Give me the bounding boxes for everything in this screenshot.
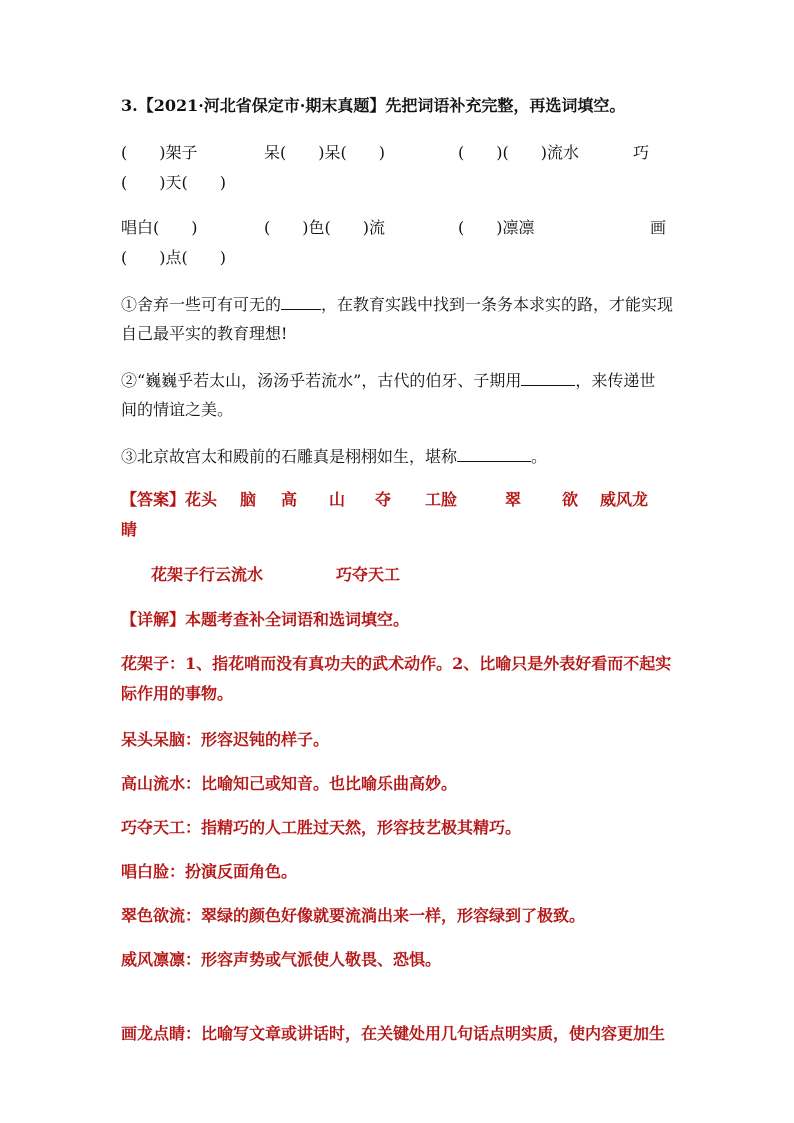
- answer-fill-2: 巧夺天工: [336, 565, 401, 584]
- answer-item: 工脸: [425, 490, 458, 509]
- detail-entry: 威风凛凛：形容声势或气派使人敬畏、恐惧。: [121, 950, 442, 969]
- word-blank-3: ( )( )流水: [458, 143, 579, 162]
- detail-entry: 呆头呆脑：形容迟钝的样子。: [121, 730, 330, 749]
- word-blank-8: 画: [650, 218, 667, 237]
- detail-entry-cont: 际作用的事物。: [121, 684, 234, 703]
- fill-blank: [457, 446, 531, 462]
- word-blank-1: ( )架子: [121, 143, 198, 162]
- word-blank-4-cont: ( )天( ): [121, 173, 226, 192]
- sentence-3: ③北京故宫太和殿前的石雕真是栩栩如生，堪称 。: [121, 447, 548, 466]
- word-blank-2: 呆( )呆( ): [264, 143, 385, 162]
- answer-item: 脑: [240, 490, 257, 509]
- answer-item: 翠: [505, 490, 522, 509]
- sentence-2-cont: 间的情谊之美。: [121, 400, 234, 419]
- sentence-1-cont: 自己最平实的教育理想!: [121, 324, 288, 343]
- answer-item: 花头: [185, 490, 218, 509]
- detail-entry: 翠色欲流：翠绿的颜色好像就要流淌出来一样，形容绿到了极致。: [121, 906, 586, 925]
- detail-intro: 本题考查补全词语和选词填空。: [185, 610, 410, 629]
- detail-entry: 高山流水：比喻知己或知音。也比喻乐曲高妙。: [121, 774, 458, 793]
- word-blank-7: ( )凛凛: [458, 218, 535, 237]
- answer-item: 欲: [562, 490, 579, 509]
- detail-entry: 画龙点睛：比喻写文章或讲话时，在关键处用几句话点明实质，使内容更加生: [121, 1024, 666, 1043]
- detail-heading: [121, 610, 409, 630]
- sentence-1: ①舍弃一些可有可无的 ，在教育实践中找到一条务本求实的路，才能实现: [121, 295, 674, 314]
- sentence-2: ②“巍巍乎若太山，汤汤乎若流水”，古代的伯牙、子期用 ，来传递世: [121, 371, 656, 390]
- answer-fill-1: 花架子行云流水: [151, 565, 264, 584]
- answer-item-wrap: 睛: [121, 520, 138, 539]
- answer-item: 山: [329, 490, 346, 509]
- word-blank-6: ( )色( )流: [264, 218, 385, 237]
- detail-entry: 巧夺天工：指精巧的人工胜过天然，形容技艺极其精巧。: [121, 818, 522, 837]
- detail-label: 【详解】: [121, 610, 186, 629]
- question-title: 3.【2021·河北省保定市·期末真题】先把词语补充完整，再选词填空。: [121, 96, 626, 115]
- detail-entry: 唱白脸：扮演反面角色。: [121, 862, 298, 881]
- fill-blank: [521, 370, 575, 386]
- fill-blank: [281, 294, 321, 310]
- answer-item: 夺: [375, 490, 392, 509]
- detail-entry: 花架子：1、指花哨而没有真功夫的武术动作。2、比喻只是外表好看而不起实: [121, 654, 672, 673]
- answer-item: 高: [281, 490, 298, 509]
- answer-label: 【答案】: [121, 490, 186, 509]
- word-blank-5: 唱白( ): [121, 218, 198, 237]
- answer-item: 威风龙: [600, 490, 649, 509]
- word-blank-8-cont: ( )点( ): [121, 248, 226, 267]
- word-blank-4: 巧: [633, 143, 650, 162]
